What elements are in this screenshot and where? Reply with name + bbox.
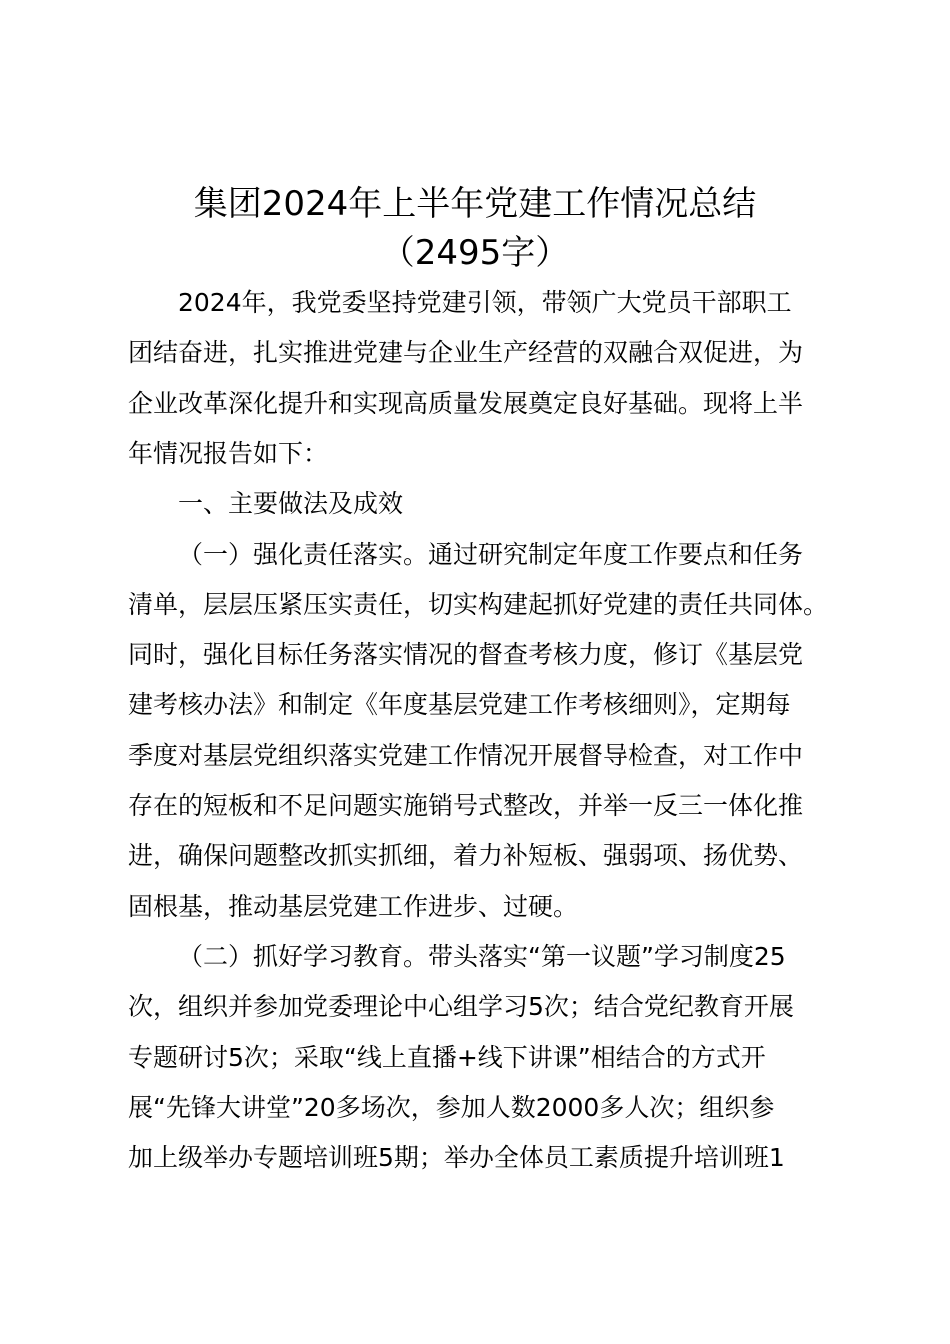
paragraph-line: 加上级举办专题培训班5期；举办全体员工素质提升培训班1 bbox=[128, 1143, 785, 1172]
paragraph-first-line: 一、主要做法及成效 bbox=[178, 489, 404, 518]
paragraph-line: 展“先锋大讲堂”20多场次，参加人数2000多人次；组织参 bbox=[128, 1093, 775, 1122]
paragraph-line: 年情况报告如下： bbox=[128, 439, 329, 468]
paragraph-line: 次，组织并参加党委理论中心组学习5次；结合党纪教育开展 bbox=[128, 992, 794, 1021]
paragraph-line: 进，确保问题整改抓实抓细，着力补短板、强弱项、扬优势、 bbox=[128, 841, 804, 870]
paragraph-line: 同时，强化目标任务落实情况的督查考核力度，修订《基层党 bbox=[128, 640, 804, 669]
paragraph-first-line: （一）强化责任落实。通过研究制定年度工作要点和任务 bbox=[178, 540, 804, 569]
paragraph-line: 季度对基层党组织落实党建工作情况开展督导检查，对工作中 bbox=[128, 741, 804, 770]
paragraph-line: 存在的短板和不足问题实施销号式整改，并举一反三一体化推 bbox=[128, 791, 804, 820]
paragraph-first-line: 2024年，我党委坚持党建引领，带领广大党员干部职工 bbox=[178, 288, 792, 317]
document-subtitle: （2495字） bbox=[380, 233, 570, 273]
paragraph-line: 固根基，推动基层党建工作进步、过硬。 bbox=[128, 892, 579, 921]
document-title: 集团2024年上半年党建工作情况总结 bbox=[193, 184, 757, 224]
paragraph-line: 建考核办法》和制定《年度基层党建工作考核细则》，定期每 bbox=[128, 690, 791, 719]
paragraph-line: 专题研讨5次；采取“线上直播+线下讲课”相结合的方式开 bbox=[128, 1043, 766, 1072]
paragraph-line: 团结奋进，扎实推进党建与企业生产经营的双融合双促进，为 bbox=[128, 338, 804, 367]
paragraph-first-line: （二）抓好学习教育。带头落实“第一议题”学习制度25 bbox=[178, 942, 786, 971]
paragraph-line: 清单，层层压紧压实责任，切实构建起抓好党建的责任共同体。 bbox=[128, 590, 829, 619]
paragraph-line: 企业改革深化提升和实现高质量发展奠定良好基础。现将上半 bbox=[128, 389, 804, 418]
